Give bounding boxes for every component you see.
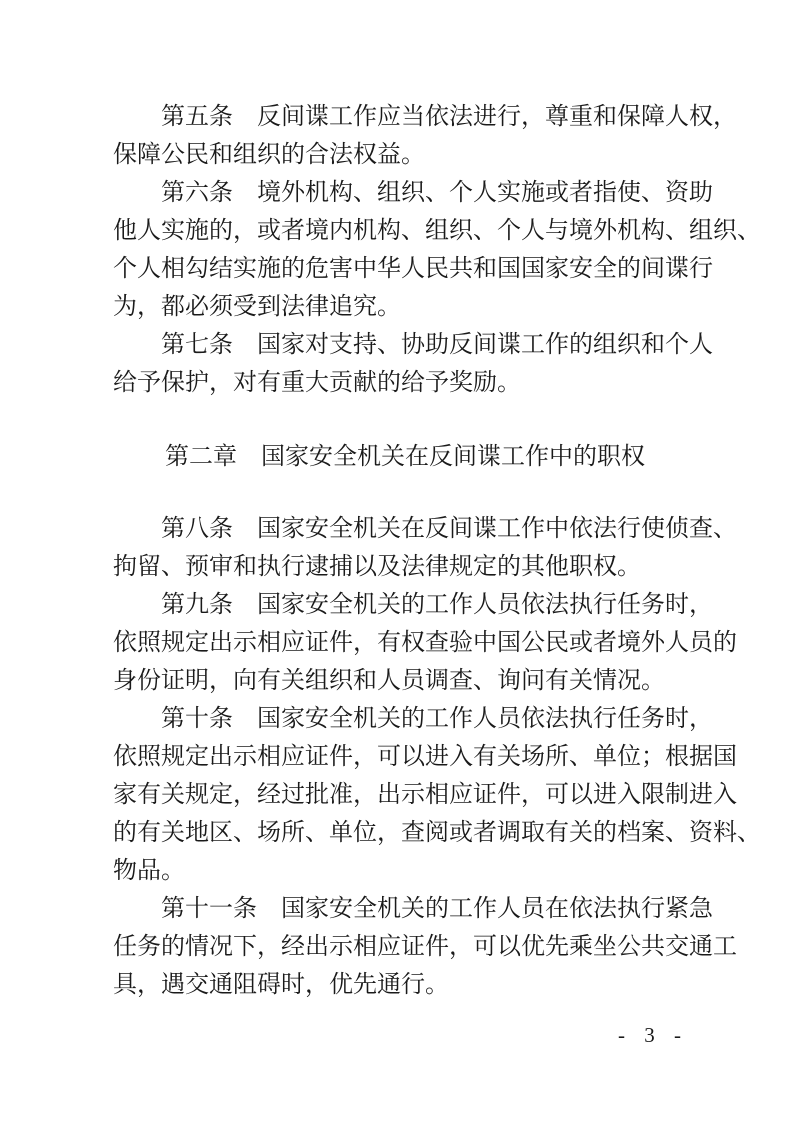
- article-paragraph-9: [113, 586, 737, 700]
- text-line: 任务的情况下，经出示相应证件，可以优先乘坐公共交通工: [113, 934, 737, 960]
- text-line: 给予保护，对有重大贡献的给予奖励。: [113, 370, 521, 396]
- text-line: 为，都必须受到法律追究。: [113, 294, 401, 320]
- article-paragraph-6: [113, 174, 761, 326]
- article-paragraph-8: [113, 510, 737, 586]
- text-line: 物品。: [113, 858, 185, 884]
- text-line: 第六条 境外机构、组织、个人实施或者指使、资助: [161, 180, 713, 206]
- text-line: 个人相勾结实施的危害中华人民共和国国家安全的间谍行: [113, 256, 713, 282]
- chapter-heading: 第二章 国家安全机关在反间谍工作中的职权: [165, 444, 645, 470]
- text-line: 第十一条 国家安全机关的工作人员在依法执行紧急: [161, 896, 713, 922]
- text-line: 第十条 国家安全机关的工作人员依法执行任务时，: [161, 706, 713, 732]
- article-paragraph-11: [113, 890, 737, 1004]
- text-line: 依照规定出示相应证件，有权查验中国公民或者境外人员的: [113, 630, 737, 656]
- article-paragraph-7: [113, 326, 713, 402]
- article-paragraph-5: [113, 98, 737, 174]
- text-line: 第八条 国家安全机关在反间谍工作中依法行使侦查、: [161, 516, 737, 542]
- text-line: 他人实施的，或者境内机构、组织、个人与境外机构、组织、: [113, 218, 761, 244]
- text-line: 第九条 国家安全机关的工作人员依法执行任务时，: [161, 592, 713, 618]
- text-line: 的有关地区、场所、单位，查阅或者调取有关的档案、资料、: [113, 820, 761, 846]
- text-line: 依照规定出示相应证件，可以进入有关场所、单位；根据国: [113, 744, 737, 770]
- text-line: 家有关规定，经过批准，出示相应证件，可以进入限制进入: [113, 782, 737, 808]
- text-line: 身份证明，向有关组织和人员调查、询问有关情况。: [113, 668, 665, 694]
- text-line: 具，遇交通阻碍时，优先通行。: [113, 972, 449, 998]
- text-line: 第七条 国家对支持、协助反间谍工作的组织和个人: [161, 332, 713, 358]
- text-line: 保障公民和组织的合法权益。: [113, 142, 425, 168]
- document-body: [113, 98, 761, 1004]
- text-line: 第五条 反间谍工作应当依法进行，尊重和保障人权，: [161, 104, 737, 130]
- article-paragraph-10: [113, 700, 761, 890]
- text-line: 拘留、预审和执行逮捕以及法律规定的其他职权。: [113, 554, 641, 580]
- page-number: - 3 -: [618, 1023, 683, 1047]
